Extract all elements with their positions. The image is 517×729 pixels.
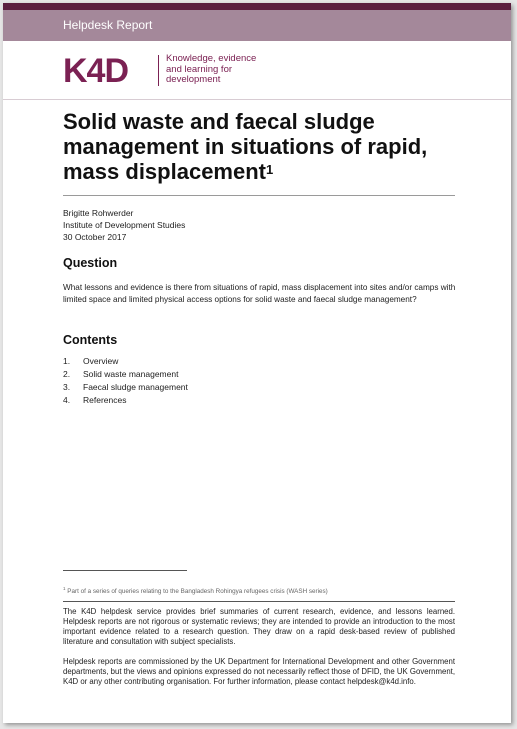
about-divider xyxy=(63,601,455,602)
publication-date: 30 October 2017 xyxy=(63,232,127,242)
toc-item-number: 3. xyxy=(63,382,71,392)
logo-tagline-line: development xyxy=(166,74,221,85)
document-metadata xyxy=(63,207,185,243)
document-page xyxy=(3,3,511,723)
contents-heading: Contents xyxy=(63,333,118,347)
logo-divider xyxy=(158,55,159,86)
toc-item-label: Solid waste management xyxy=(83,369,179,379)
about-paragraph-disclaimer: Helpdesk reports are commissioned by the UK Department for International Development and other Government departments, but the views and opinions expressed do not necessarily reflect those of DFID, the UK Government, K4D or any other contributing organisation. For further information, please contact helpdesk@k4d.info. xyxy=(63,657,455,686)
logo-tagline-line: Knowledge, evidence xyxy=(166,53,257,64)
document-title xyxy=(63,109,463,184)
toc-item-number: 2. xyxy=(63,369,71,379)
toc-item-number: 1. xyxy=(63,356,71,366)
logo-tagline-line: and learning for xyxy=(166,63,233,75)
footnote xyxy=(63,585,458,596)
footnote-mark: 1 xyxy=(63,586,66,591)
report-type-label: Helpdesk Report xyxy=(63,18,153,32)
question-text: What lessons and evidence is there from situations of rapid, mass displacement into sites and/or camps with limited space and limited physical access options for solid waste and faecal sludge management? xyxy=(63,283,456,304)
toc-item-label: References xyxy=(83,395,127,405)
about-paragraph-service: The K4D helpdesk service provides brief summaries of current research, evidence, and lessons learned. Helpdesk reports are not rigorous or systematic reviews; they are intended to provide an introduction to the most important evidence related to a research question. They draw on a rapid desk-based review of published literature and consultation with subject specialists. xyxy=(63,607,455,646)
author-name: Brigitte Rohwerder xyxy=(63,208,134,218)
header-divider xyxy=(3,99,511,100)
title-footnote-mark[interactable]: 1 xyxy=(265,162,274,177)
footnote-text: Part of a series of queries relating to the Bangladesh Rohingya refugees crisis (WASH series) xyxy=(67,588,328,596)
toc-item-number: 4. xyxy=(63,395,71,405)
toc-item-label: Faecal sludge management xyxy=(83,382,188,392)
top-color-band xyxy=(3,3,511,10)
toc-item-label: Overview xyxy=(83,356,119,366)
footnote-divider xyxy=(63,570,187,571)
logo-wordmark: K4D xyxy=(63,52,129,90)
title-divider xyxy=(63,195,455,196)
question-heading: Question xyxy=(63,256,118,270)
title-text: Solid waste and faecal sludge management in situations of rapid, mass displacement xyxy=(63,109,428,184)
logo-tagline xyxy=(166,54,306,86)
report-header-bar xyxy=(3,10,511,41)
author-institution: Institute of Development Studies xyxy=(63,220,186,230)
